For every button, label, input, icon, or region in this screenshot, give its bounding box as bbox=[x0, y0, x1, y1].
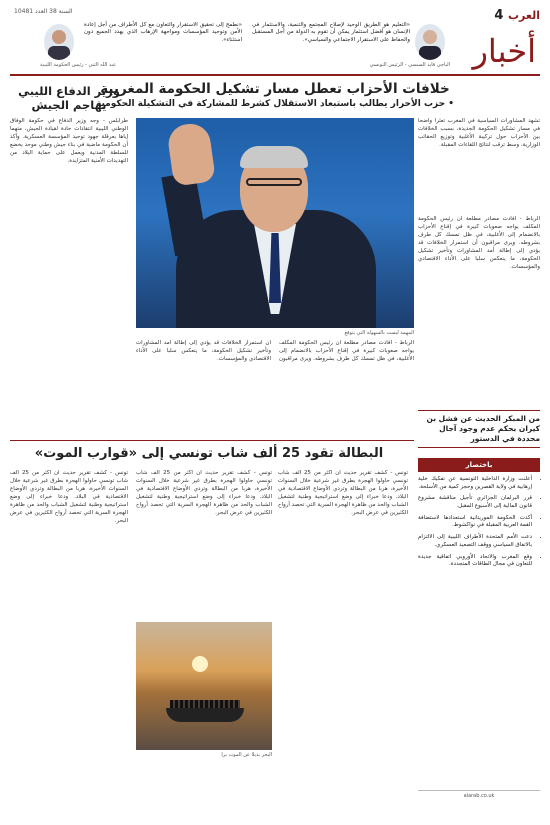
photo-hair bbox=[240, 146, 308, 168]
main-intro: تشهد المشاورات السياسية في المغرب تعثرا واضحا في مسار تشكيل الحكومة الجديدة، بسبب الخلافات بين الأحزاب حول تركيبة الأغلبية وتوزيع الحقائب الوزارية، وسط ترقب لنتائج اللقاءات المقبلة. bbox=[418, 118, 540, 148]
main-body: الرباط - أفادت مصادر مطلعة أن رئيس الحكومة المكلف يواجه صعوبات كبيرة في إقناع الأحزاب بالانضمام إلى الأغلبية، في ظل تمسك كل طرف بشروطه. ويرى مراقبون أن استمرار الخلافات قد يؤدي إلى إطالة أمد المشاورات وتأخير تشكيل الحكومة، ما ينعكس سلبا على الأداء الاقتصادي والمؤسسات. bbox=[418, 216, 540, 270]
portrait-photo-left bbox=[44, 24, 74, 60]
quote-right-name: الباجي قايد السبسي bbox=[408, 62, 450, 68]
quote-left: «نطمح إلى تحقيق الاستقرار والتعاون مع كل الأطراف من أجل إعادة الأمن وتوحيد المؤسسات ومواجهة الإرهاب الذي يهدد الجميع دون استثناء». bbox=[84, 22, 242, 43]
migration-photo bbox=[136, 622, 272, 750]
photo-boat bbox=[166, 708, 244, 722]
main-photo bbox=[136, 118, 414, 328]
pull-quote: من المبكر الحديث عن فشل بن كيران بحكم عدم وجود آجال محددة في الدستور bbox=[418, 410, 540, 448]
side-story-body: طرابلس - وجه وزير الدفاع في حكومة الوفاق الوطني الليبية انتقادات حادة لقيادة الجيش، متهما إياها بعرقلة جهود توحيد المؤسسة العسكرية. وأكد أن الحكومة ماضية في بناء جيش وطني موحد يخضع للسلطة المدنية ويعمل على حماية البلاد من التهديدات الأمنية المتزايدة. bbox=[10, 118, 128, 164]
photo-hand bbox=[166, 121, 216, 186]
portrait-photo-right bbox=[415, 24, 445, 60]
brand-logo: العرب bbox=[507, 9, 540, 22]
main-photo-caption: المهمة ليست بالسهولة التي يتوقع bbox=[344, 330, 414, 336]
main-headline: خلافات الأحزاب تعطل مسار تشكيل الحكومة المغربية bbox=[100, 81, 450, 97]
second-headline: البطالة تقود 25 ألف شاب تونسي إلى «قوارب الموت» bbox=[34, 446, 384, 461]
briefs-ul bbox=[418, 476, 540, 569]
brief-item: • قرر البرلمان الجزائري تأجيل مناقشة مشروع قانون المالية إلى الأسبوع المقبل. bbox=[418, 495, 532, 510]
quote-left-person: عبد الله الثني - رئيس الحكومة الليبية bbox=[40, 62, 117, 68]
brief-item: • دعت الأمم المتحدة الأطراف الليبية إلى الالتزام بالاتفاق السياسي ووقف التصعيد العسكري. bbox=[418, 534, 532, 549]
photo-glasses bbox=[246, 178, 302, 186]
second-story-body-middle: تونس - كشف تقرير حديث أن أكثر من 25 ألف شاب تونسي حاولوا الهجرة بطرق غير شرعية خلال السنوات الأخيرة، هربا من البطالة وتردي الأوضاع الاقتصادية في البلاد. ودعا خبراء إلى وضع استراتيجية وطنية لتشغيل الشباب والحد من ظاهرة الهجرة السرية التي تحصد أرواح الكثيرين في عرض البحر. bbox=[136, 470, 272, 516]
second-story-body-right: تونس - كشف تقرير حديث أن أكثر من 25 ألف شاب تونسي حاولوا الهجرة بطرق غير شرعية خلال السنوات الأخيرة، هربا من البطالة وتردي الأوضاع الاقتصادية في البلاد. ودعا خبراء إلى وضع استراتيجية وطنية لتشغيل الشباب والحد من ظاهرة الهجرة السرية التي تحصد أرواح الكثيرين في عرض البحر. bbox=[278, 470, 408, 516]
page-number-text: 4 bbox=[494, 8, 504, 23]
page-footer: alarab.co.uk bbox=[418, 790, 540, 799]
brief-item: • أكدت الحكومة الموريتانية استعدادها لاستضافة القمة العربية المقبلة في نواكشوط. bbox=[418, 515, 532, 530]
section-divider bbox=[10, 440, 414, 441]
briefs-title: باختصار bbox=[418, 458, 540, 472]
quote-left-name: عبد الله الثني bbox=[88, 62, 117, 68]
quote-right-person: الباجي قايد السبسي - الرئيس التونسي bbox=[369, 62, 450, 68]
quote-left-role: رئيس الحكومة الليبية bbox=[40, 62, 84, 68]
quote-right-role: الرئيس التونسي bbox=[369, 62, 404, 68]
main-body-continued: الرباط - أفادت مصادر مطلعة أن رئيس الحكومة المكلف يواجه صعوبات كبيرة في إقناع الأحزاب بالانضمام إلى الأغلبية، في ظل تمسك كل طرف بشروطه. ويرى مراقبون أن استمرار الخلافات قد يؤدي إلى إطالة أمد المشاورات وتأخير تشكيل الحكومة، ما ينعكس سلبا على الأداء الاقتصادي والمؤسسات. bbox=[136, 340, 414, 362]
section-title: أخبار bbox=[472, 32, 536, 70]
migration-photo-caption: البحر بديلا عن الموت برا bbox=[221, 752, 272, 758]
brief-item: • أعلنت وزارة الداخلية التونسية عن تفكيك خلية إرهابية في ولاية القصرين وحجز كمية من الأسلحة. bbox=[418, 476, 532, 491]
brief-item: • وقع المغرب والاتحاد الأوروبي اتفاقية جديدة للتعاون في مجال الطاقات المتجددة. bbox=[418, 554, 532, 569]
side-story-title: وزير الدفاع الليبي يهاجم الجيش bbox=[18, 84, 120, 112]
main-deck: • حزب الأحرار يطالب باستبعاد الاستقلال كشرط للمشاركة في التشكيلة الحكومية bbox=[96, 99, 454, 109]
briefs-list bbox=[418, 476, 540, 573]
issue-line: السنة 38 العدد 10481 bbox=[14, 8, 73, 15]
photo-sun bbox=[192, 656, 208, 672]
page-number bbox=[494, 8, 540, 23]
quote-right: «التعليم هو الطريق الوحيد لإصلاح المجتمع والتنمية، والاستثمار في الإنسان هو أفضل استثمار يمكن أن تقوم به الدولة من أجل المستقبل والحفاظ على الاستقرار الاجتماعي والسياسي». bbox=[252, 22, 410, 43]
second-story-body-left: تونس - كشف تقرير حديث أن أكثر من 25 ألف شاب تونسي حاولوا الهجرة بطرق غير شرعية خلال السنوات الأخيرة، هربا من البطالة وتردي الأوضاع الاقتصادية في البلاد. ودعا خبراء إلى وضع استراتيجية وطنية لتشغيل الشباب والحد من ظاهرة الهجرة السرية التي تحصد أرواح الكثيرين في عرض البحر. bbox=[10, 470, 128, 524]
page-header bbox=[10, 6, 540, 76]
